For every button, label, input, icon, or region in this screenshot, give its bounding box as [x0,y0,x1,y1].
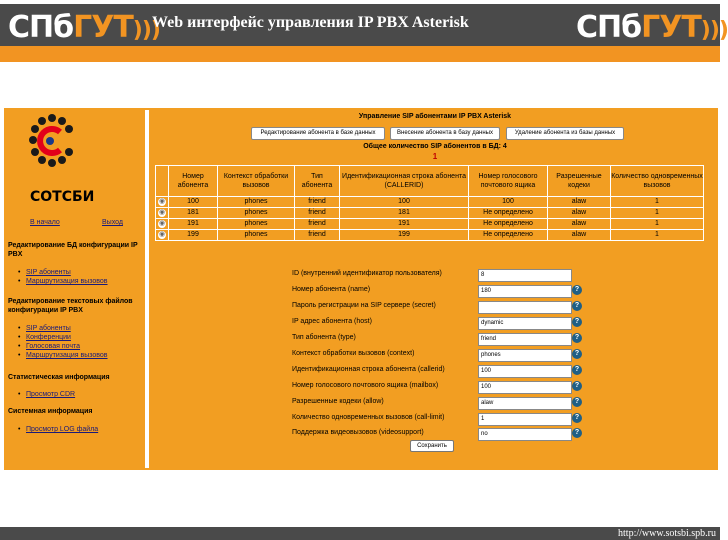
page-title: Web интерфейс управления IP PBX Asterisk [152,14,469,31]
videosupport-input[interactable] [478,428,572,441]
column-header: Контекст обработки вызовов [218,166,295,197]
field-label-id: ID (внутренний идентификатор пользователя) [292,270,442,277]
row-select-icon[interactable]: ◉ [156,230,169,241]
mailbox-input[interactable] [478,381,572,394]
table-cell: phones [218,230,295,241]
row-select-icon[interactable]: ◉ [156,208,169,219]
help-icon[interactable]: ? [572,317,582,327]
section-stats-title: Статистическая информация [8,374,110,381]
header [0,0,728,62]
table-cell: 1 [611,230,704,241]
column-header: Идентификационная строка абонента (CALLERID) [340,166,469,197]
table-cell: Не определено [469,230,548,241]
table-cell: 191 [169,219,218,230]
table-cell: friend [295,197,340,208]
field-label-allow: Разрешенные кодеки (allow) [292,398,384,405]
field-label-secret: Пароль регистрации на SIP сервере (secret) [292,302,436,309]
subscriber-count-value: 1 [432,152,438,161]
sidebar-item-log[interactable]: • Просмотр LOG файла [18,425,98,434]
exit-link[interactable]: Выход [102,219,123,226]
secret-input[interactable] [478,301,572,314]
sidebar-item-cdr[interactable]: • Просмотр CDR [18,390,75,399]
section-stats-list [18,390,75,399]
sidebar-divider [145,110,149,468]
header-accent-stripe [0,46,720,62]
sidebar-item-sip-files[interactable]: • SIP абоненты [18,324,108,333]
section-db-config-title: Редактирование БД конфигурации IP PBX [8,242,138,258]
sidebar-item-sip-db[interactable]: • SIP абоненты [18,268,108,277]
field-label-mailbox: Номер голосового почтового ящика (mailbox) [292,382,439,389]
row-select-icon[interactable]: ◉ [156,197,169,208]
table-cell: 191 [340,219,469,230]
table-row[interactable] [156,197,704,208]
name-input[interactable] [478,285,572,298]
field-label-host: IP адрес абонента (host) [292,318,372,325]
table-cell: phones [218,219,295,230]
table-cell: phones [218,208,295,219]
table-cell: alaw [548,219,611,230]
call-limit-input[interactable] [478,413,572,426]
table-cell: Не определено [469,208,548,219]
table-cell: 199 [340,230,469,241]
field-label-callerid: Идентификационная строка абонента (callerid) [292,366,445,373]
subscriber-count-label: Общее количество SIP абонентов в БД: 4 [363,143,507,150]
add-subscriber-button[interactable]: Внесение абонента в базу данных [390,127,500,140]
allow-input[interactable] [478,397,572,410]
table-cell: 181 [340,208,469,219]
table-row[interactable] [156,219,704,230]
column-header: Тип абонента [295,166,340,197]
subscriber-table [155,165,704,241]
footer-url: http://www.sotsbi.spb.ru [618,528,716,539]
field-label-context: Контекст обработки вызовов (context) [292,350,415,357]
help-icon[interactable]: ? [572,333,582,343]
logo-spb-text-right: СПб [576,10,642,45]
section-db-config-list [18,268,108,286]
table-header-row [156,166,704,197]
id-input[interactable] [478,269,572,282]
select-column-header [156,166,169,197]
save-button[interactable]: Сохранить [410,440,454,452]
section-text-config-title: Редактирование текстовых файлов конфигурации IP PBX [8,298,133,314]
table-cell: friend [295,230,340,241]
sidebar-item-routing-db[interactable]: • Маршрутизация вызовов [18,277,108,286]
table-row[interactable] [156,208,704,219]
table-cell: 1 [611,197,704,208]
field-label-videosupport: Поддержка видеовызовов (videosupport) [292,429,424,436]
field-label-call-limit: Количество одновременных вызовов (call-limit) [292,414,445,421]
table-cell: 100 [340,197,469,208]
table-cell: alaw [548,197,611,208]
spbgut-logo-left [8,10,160,45]
help-icon[interactable]: ? [572,413,582,423]
section-system-list [18,425,98,434]
column-header: Количество одновременных вызовов [611,166,704,197]
host-input[interactable] [478,317,572,330]
help-icon[interactable]: ? [572,285,582,295]
logo-gut-text-right: ГУТ [641,10,701,45]
logo-spb-text: СПб [8,10,74,45]
table-cell: 181 [169,208,218,219]
sotsbi-logo-icon [30,112,74,180]
table-cell: 1 [611,208,704,219]
help-icon[interactable]: ? [572,301,582,311]
table-row[interactable] [156,230,704,241]
table-cell: Не определено [469,219,548,230]
table-cell: 100 [469,197,548,208]
help-icon[interactable]: ? [572,397,582,407]
logo-waves: ))) [132,18,160,43]
table-cell: 1 [611,219,704,230]
row-select-icon[interactable]: ◉ [156,219,169,230]
logo-waves-right: ))) [700,18,728,43]
help-icon[interactable]: ? [572,428,582,438]
callerid-input[interactable] [478,365,572,378]
context-input[interactable] [478,349,572,362]
help-icon[interactable]: ? [572,381,582,391]
field-label-type: Тип абонента (type) [292,334,356,341]
home-link[interactable]: В начало [30,219,60,226]
help-icon[interactable]: ? [572,349,582,359]
table-cell: alaw [548,230,611,241]
column-header: Разрешенные кодеки [548,166,611,197]
sidebar-item-voicemail[interactable]: • Голосовая почта [18,342,108,351]
table-cell: 100 [169,197,218,208]
table-cell: 199 [169,230,218,241]
table-cell: phones [218,197,295,208]
section-system-title: Системная информация [8,408,93,415]
column-header: Номер абонента [169,166,218,197]
help-icon[interactable]: ? [572,365,582,375]
table-cell: alaw [548,208,611,219]
logo-gut-text: ГУТ [73,10,133,45]
sidebar-item-routing-files[interactable]: • Маршрутизация вызовов [18,351,108,360]
main-title: Управление SIP абонентами IP PBX Asterisk [358,113,512,120]
section-text-config-list [18,324,108,360]
sotsbi-brand: СОТСБИ [30,189,95,205]
table-cell: friend [295,219,340,230]
type-input[interactable] [478,333,572,346]
table-cell: friend [295,208,340,219]
edit-subscriber-button[interactable]: Редактирование абонента в базе данных [251,127,385,140]
footer-bar [0,527,720,540]
field-label-name: Номер абонента (name) [292,286,371,293]
delete-subscriber-button[interactable]: Удаление абонента из базы данных [506,127,624,140]
column-header: Номер голосового почтового ящика [469,166,548,197]
sidebar-item-conferences[interactable]: • Конференции [18,333,108,342]
spbgut-logo-right [576,10,728,45]
